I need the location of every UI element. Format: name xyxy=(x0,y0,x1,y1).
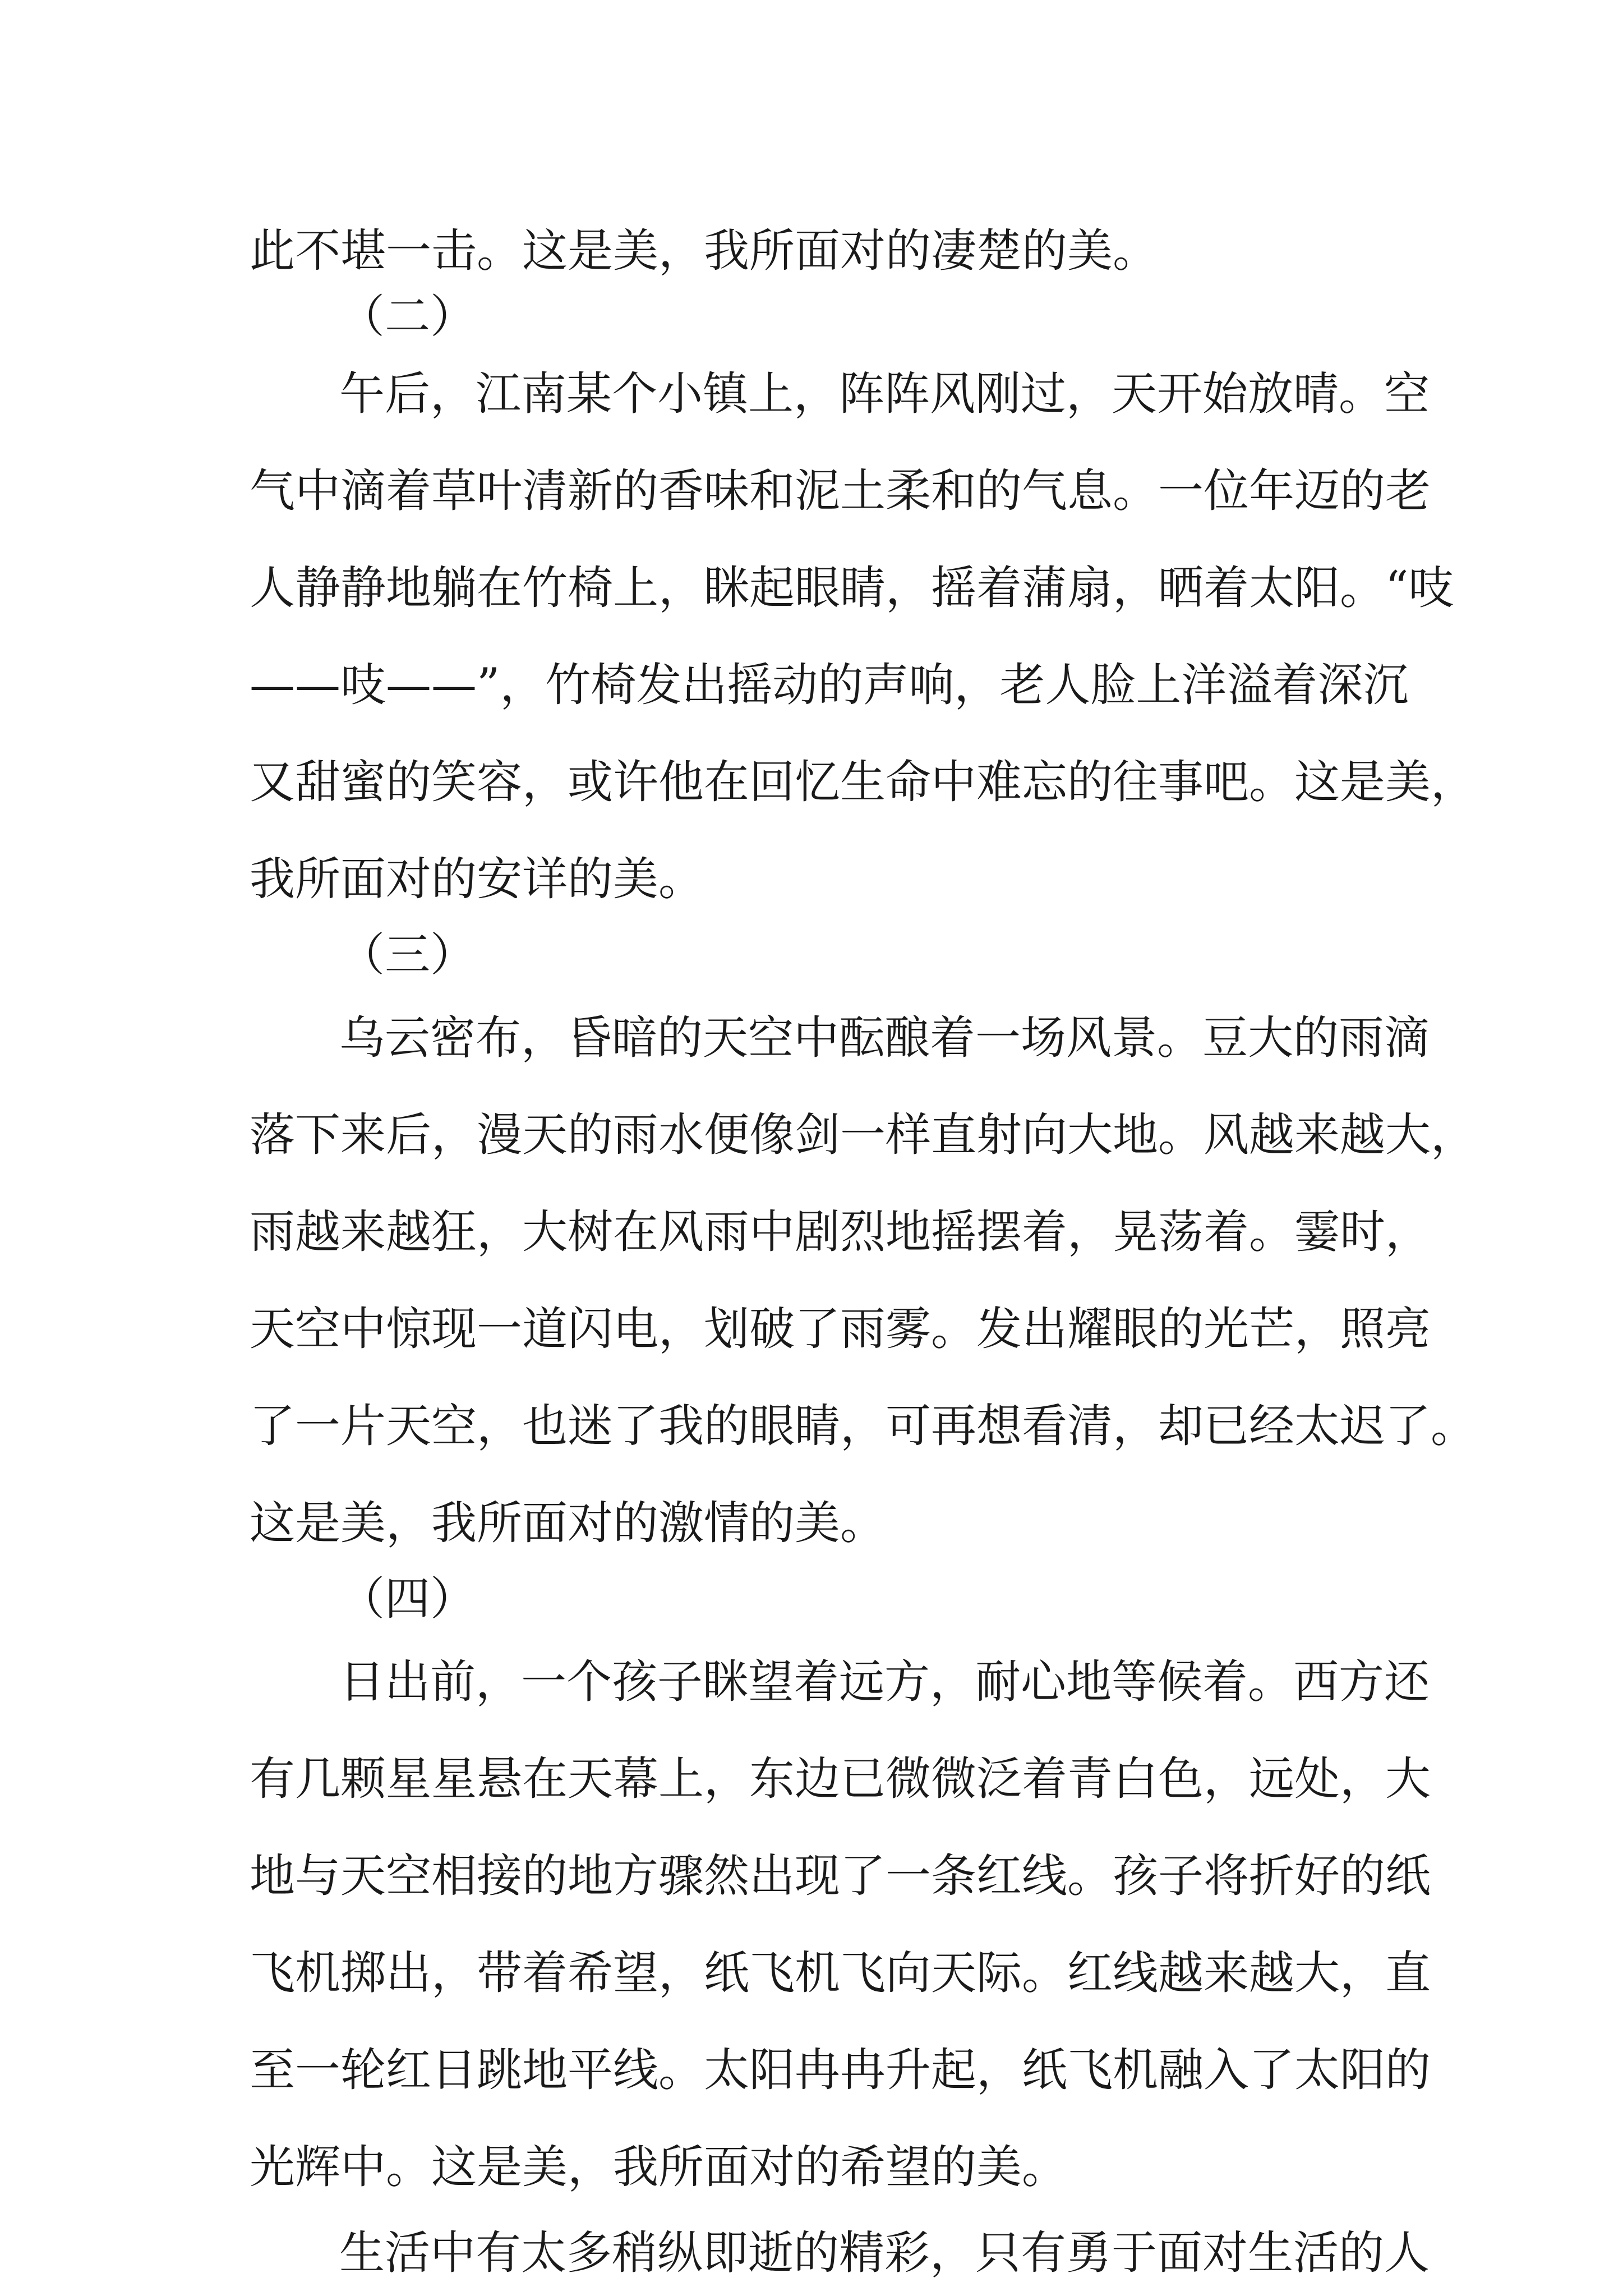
text-line: 光辉中。这是美，我所面对的希望的美。 xyxy=(250,2141,1068,2194)
text-line: 有几颗星星悬在天幕上，东边已微微泛着青白色，远处，大 xyxy=(250,1753,1431,1806)
section-heading: （三） xyxy=(339,929,476,982)
text-line: 此不堪一击。这是美，我所面对的凄楚的美。 xyxy=(250,225,1159,278)
text-line: 乌云密布，昏暗的天空中酝酿着一场风景。豆大的雨滴 xyxy=(339,1012,1430,1065)
section-heading: （二） xyxy=(339,291,476,343)
text-line: 雨越来越狂，大树在风雨中剧烈地摇摆着，晃荡着。霎时， xyxy=(250,1206,1431,1259)
text-line: 至一轮红日跳地平线。太阳冉冉升起，纸飞机融入了太阳的 xyxy=(250,2044,1431,2097)
text-line: 日出前，一个孩子眯望着远方，耐心地等候着。西方还 xyxy=(339,1656,1430,1709)
text-line: 了一片天空，也迷了我的眼睛，可再想看清，却已经太迟了。 xyxy=(250,1400,1477,1453)
text-line: 地与天空相接的地方骤然出现了一条红线。孩子将折好的纸 xyxy=(250,1850,1431,1903)
text-line: 我所面对的安详的美。 xyxy=(250,853,704,906)
text-line: 生活中有太多稍纵即逝的精彩，只有勇于面对生活的人 xyxy=(339,2227,1430,2280)
text-line: 这是美，我所面对的激情的美。 xyxy=(250,1497,886,1550)
text-line: 又甜蜜的笑容，或许他在回忆生命中难忘的往事吧。这是美， xyxy=(250,756,1477,809)
text-line: 飞机掷出，带着希望，纸飞机飞向天际。红线越来越大，直 xyxy=(250,1947,1431,2000)
text-line: 天空中惊现一道闪电，划破了雨雾。发出耀眼的光芒，照亮 xyxy=(250,1303,1431,1356)
text-line: ——吱——”，竹椅发出摇动的声响，老人脸上洋溢着深沉 xyxy=(250,659,1409,712)
text-line: 人静静地躺在竹椅上，眯起眼睛，摇着蒲扇，晒着太阳。“吱 xyxy=(250,562,1454,615)
section-heading: （四） xyxy=(339,1573,476,1626)
text-line: 落下来后，漫天的雨水便像剑一样直射向大地。风越来越大， xyxy=(250,1109,1477,1162)
text-line: 午后，江南某个小镇上，阵阵风刚过，天开始放晴。空 xyxy=(339,368,1430,421)
text-line: 气中滴着草叶清新的香味和泥土柔和的气息。一位年迈的老 xyxy=(250,465,1431,518)
